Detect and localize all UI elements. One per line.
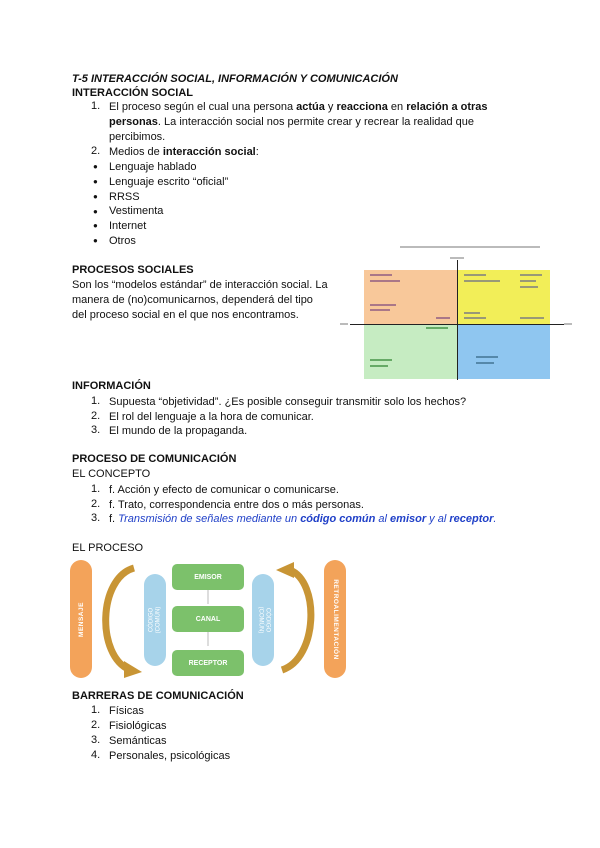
vertical-axis [457,260,458,380]
list-item: El mundo de la propaganda. [109,425,248,437]
list-item: RRSS [109,191,140,203]
list-number: 2. [91,498,101,510]
comun-left-label: (COMÚN) [155,606,162,634]
list-number: 1. [91,395,101,407]
list-item: Físicas [109,705,144,717]
quadrant-text-mark [520,274,542,276]
list-item: Fisiológicas [109,720,167,732]
section-heading-proceso-comunicacion: PROCESO DE COMUNICACIÓN [72,453,237,465]
bullet-icon: ● [93,177,98,186]
list-number: 2. [91,719,101,731]
quadrant-text-mark [520,280,536,282]
mensaje-label: MENSAJE [77,601,85,637]
list-item: Lenguaje hablado [109,161,197,173]
list-number: 1. [91,100,101,112]
canal-box: CANAL [172,606,244,632]
quadrant-top-left [364,270,458,324]
quadrant-text-mark [370,309,390,311]
horizontal-axis [350,324,564,325]
quadrant-text-mark [436,317,450,319]
list-item: Internet [109,220,147,232]
quadrant-top-right [458,270,550,324]
axis-label-mark [340,323,348,325]
bullet-icon: ● [93,221,98,230]
list-number: 1. [91,704,101,716]
list-item: f. Acción y efecto de comunicar o comunicarse. [109,484,339,496]
curved-arrow-left [106,568,134,670]
quadrant-text-mark [426,327,448,329]
list-item-definicion: El proceso según el cual una persona actúa y reacciona en relación a otras [109,101,488,113]
diagram-caption-mark [400,246,540,248]
codigo-left-label: CÓDIGO [148,607,155,633]
receptor-box: RECEPTOR [172,650,244,676]
quadrant-text-mark [370,304,396,306]
codigo-left-text [148,607,162,634]
quadrant-text-mark [464,312,480,314]
codigo-right-text [256,607,270,634]
quadrant-bottom-left [364,324,458,379]
quadrant-text-mark [370,365,388,367]
list-item-definicion-cont: personas. La interacción social nos permite crear y recrear la realidad que [109,116,475,128]
retroalimentacion-label: RETROALIMENTACIÓN [331,578,339,660]
mensaje-pill [70,560,92,678]
emisor-box: EMISOR [172,564,244,590]
list-item: Personales, psicológicas [109,750,231,762]
section-heading-procesos: PROCESOS SOCIALES [72,264,194,276]
page-title: T-5 INTERACCIÓN SOCIAL, INFORMACIÓN Y COMUNICACIÓN [72,73,398,85]
section-heading-barreras: BARRERAS DE COMUNICACIÓN [72,690,244,702]
list-item-medios: Medios de interacción social: [109,146,259,158]
list-number: 2. [91,410,101,422]
quadrant-text-mark [370,359,392,361]
quadrant-text-mark [464,274,486,276]
comun-right-label: (COMÚN) [257,606,264,634]
quadrant-text-mark [520,286,538,288]
list-number: 2. [91,145,101,157]
arrow-head-left [124,661,142,678]
curved-arrow-right [282,570,311,670]
list-item: El rol del lenguaje a la hora de comunicar. [109,411,314,423]
paragraph-line: del proceso social en el que nos encontramos. [72,309,299,321]
bullet-icon: ● [93,192,98,201]
list-item: f. Trato, correspondencia entre dos o más personas. [109,499,364,511]
subheading-concepto: EL CONCEPTO [72,468,151,480]
quadrant-text-mark [370,274,392,276]
list-number: 4. [91,749,101,761]
subheading-proceso: EL PROCESO [72,542,144,554]
list-item: Semánticas [109,735,167,747]
quadrant-text-mark [476,362,494,364]
quadrant-bottom-right [458,324,550,379]
paragraph-line: Son los “modelos estándar” de interacción social. La [72,279,328,291]
section-heading-informacion: INFORMACIÓN [72,380,151,392]
bullet-icon: ● [93,236,98,245]
quadrant-text-mark [520,317,544,319]
list-number: 1. [91,483,101,495]
list-number: 3. [91,512,101,524]
bullet-icon: ● [93,207,98,216]
quadrant-text-mark [476,356,498,358]
paragraph-line: manera de (no)comunicarnos, dependerá del tipo [72,294,313,306]
bullet-icon: ● [93,162,98,171]
codigo-right-pill [252,574,274,666]
section-heading-interaccion: INTERACCIÓN SOCIAL [72,87,193,99]
retroalimentacion-pill [324,560,346,678]
axis-label-mark [450,257,464,259]
list-item-transmision: f. Transmisión de señales mediante un código común al emisor y al receptor. [109,513,497,525]
list-item: Otros [109,235,136,247]
list-number: 3. [91,424,101,436]
quadrant-text-mark [370,280,400,282]
axis-label-mark [564,323,572,325]
codigo-left-pill [144,574,166,666]
list-item: Supuesta “objetividad”. ¿Es posible conseguir transmitir solo los hechos? [109,396,467,408]
list-item-definicion-cont2: percibimos. [109,131,166,143]
arrow-head-right [276,562,294,578]
social-process-quadrant-diagram [340,246,572,380]
list-item: Lenguaje escrito “oficial” [109,176,229,188]
list-item: Vestimenta [109,205,164,217]
quadrant-text-mark [464,317,486,319]
list-number: 3. [91,734,101,746]
communication-process-diagram [68,560,350,680]
quadrant-text-mark [464,280,500,282]
codigo-right-label: CÓDIGO [264,607,271,633]
